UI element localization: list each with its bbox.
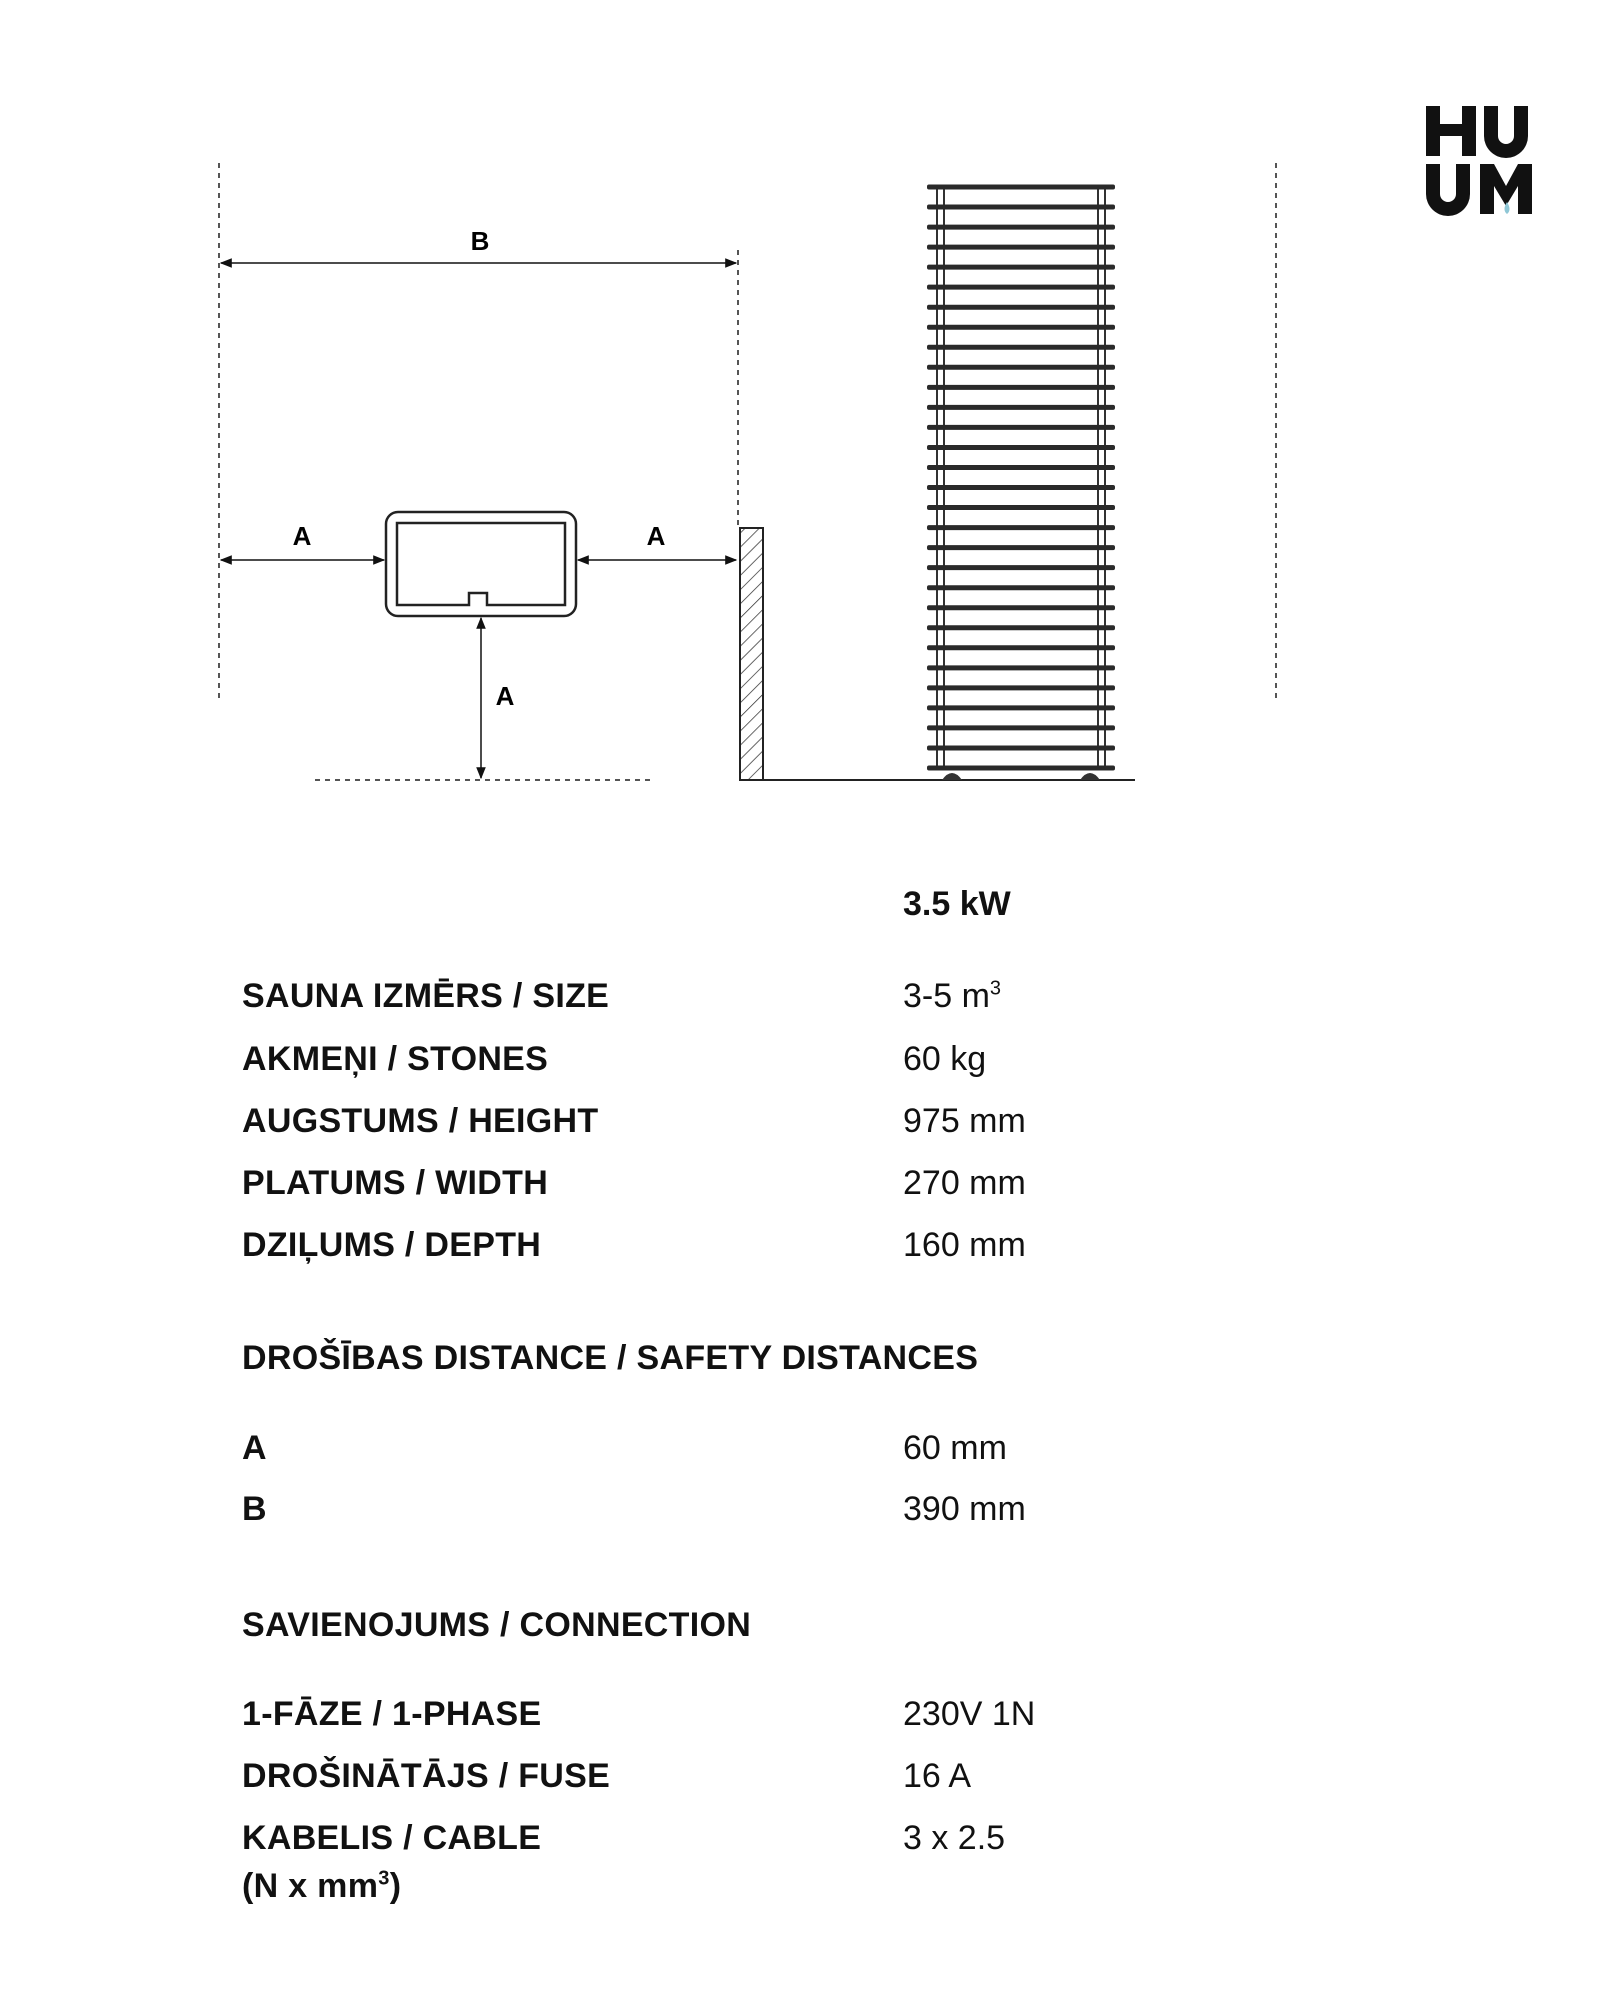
- heater-bar: [927, 345, 1115, 350]
- spec-value: 270 mm: [903, 1164, 1026, 1202]
- heater-bar: [927, 425, 1115, 430]
- heater-bar: [927, 585, 1115, 590]
- heater-bar: [927, 325, 1115, 330]
- safety-row-b: [0, 1490, 1600, 1534]
- spec-value: 3-5 $m^3$: [903, 977, 1002, 1015]
- spec-label: DZIĻUMS / DEPTH: [242, 1226, 542, 1264]
- heater-bar: [927, 245, 1115, 250]
- safety-row-a: [0, 1429, 1600, 1473]
- spec-row-stones: [0, 1040, 1600, 1084]
- heater-bar: [927, 565, 1115, 570]
- heater-bar: [927, 265, 1115, 270]
- connection-label-unit: (N x $mm^3$): [242, 1867, 402, 1905]
- dimension-a-right-label: A: [646, 521, 666, 551]
- heater-bar: [927, 365, 1115, 370]
- connection-value: 230V 1N: [903, 1695, 1036, 1733]
- connection-section-title: SAVIENOJUMS / CONNECTION: [242, 1606, 752, 1644]
- connection-label: KABELIS / CABLE: [242, 1819, 542, 1857]
- connection-label: DROŠINĀTĀJS / FUSE: [242, 1757, 611, 1795]
- spec-row-size: [0, 977, 1600, 1021]
- heater-bar: [927, 185, 1115, 190]
- dimension-b-label: B: [470, 226, 490, 256]
- heater-bar: [927, 545, 1115, 550]
- heater-foot: [1080, 773, 1100, 780]
- heater-bar: [927, 505, 1115, 510]
- spec-value: 975 mm: [903, 1102, 1026, 1140]
- heater-bar: [927, 685, 1115, 690]
- heater-bar: [927, 705, 1115, 710]
- spec-label: SAUNA IZMĒRS / SIZE: [242, 977, 610, 1015]
- heater-bar: [927, 485, 1115, 490]
- dimension-a-bottom-label: A: [495, 681, 515, 711]
- safety-section-title: DROŠĪBAS DISTANCE / SAFETY DISTANCES: [242, 1339, 979, 1377]
- heater-bar: [927, 445, 1115, 450]
- dimension-a-left-label: A: [292, 521, 312, 551]
- heater-bar: [927, 465, 1115, 470]
- heater-bar: [927, 645, 1115, 650]
- heater-foot: [942, 773, 962, 780]
- heater-bar: [927, 745, 1115, 750]
- wall: [740, 528, 763, 780]
- safety-distance-diagram: [0, 0, 1600, 800]
- connection-value: 16 A: [903, 1757, 972, 1795]
- spec-label: AUGSTUMS / HEIGHT: [242, 1102, 599, 1140]
- heater-bar: [927, 385, 1115, 390]
- heater-bar: [927, 665, 1115, 670]
- spec-row-height: [0, 1102, 1600, 1146]
- spec-row-width: [0, 1164, 1600, 1208]
- heater-bar: [927, 305, 1115, 310]
- spec-label: AKMEŅI / STONES: [242, 1040, 549, 1078]
- heater-bar: [927, 405, 1115, 410]
- heater-bar: [927, 725, 1115, 730]
- spec-value: 160 mm: [903, 1226, 1026, 1264]
- connection-row-phase: [0, 1695, 1600, 1739]
- heater-bar: [927, 285, 1115, 290]
- heater-bar: [927, 525, 1115, 530]
- connection-row-fuse: [0, 1757, 1600, 1801]
- connection-row-cable: [0, 1819, 1600, 1909]
- power-rating: 3.5 kW: [903, 885, 1011, 923]
- connection-value: 3 x 2.5: [903, 1819, 1006, 1857]
- heater-bar: [927, 205, 1115, 210]
- spec-row-depth: [0, 1226, 1600, 1270]
- safety-label: A: [242, 1429, 267, 1467]
- heater-side-view: [927, 185, 1115, 781]
- connection-label: 1-FĀZE / 1-PHASE: [242, 1695, 542, 1733]
- safety-value: 60 mm: [903, 1429, 1007, 1467]
- safety-value: 390 mm: [903, 1490, 1026, 1528]
- heater-bar: [927, 625, 1115, 630]
- heater-top-view: [386, 512, 576, 616]
- heater-bar: [927, 225, 1115, 230]
- spec-value: 60 kg: [903, 1040, 987, 1078]
- spec-label: PLATUMS / WIDTH: [242, 1164, 549, 1202]
- safety-label: B: [242, 1490, 267, 1528]
- heater-bar: [927, 766, 1115, 771]
- heater-bar: [927, 605, 1115, 610]
